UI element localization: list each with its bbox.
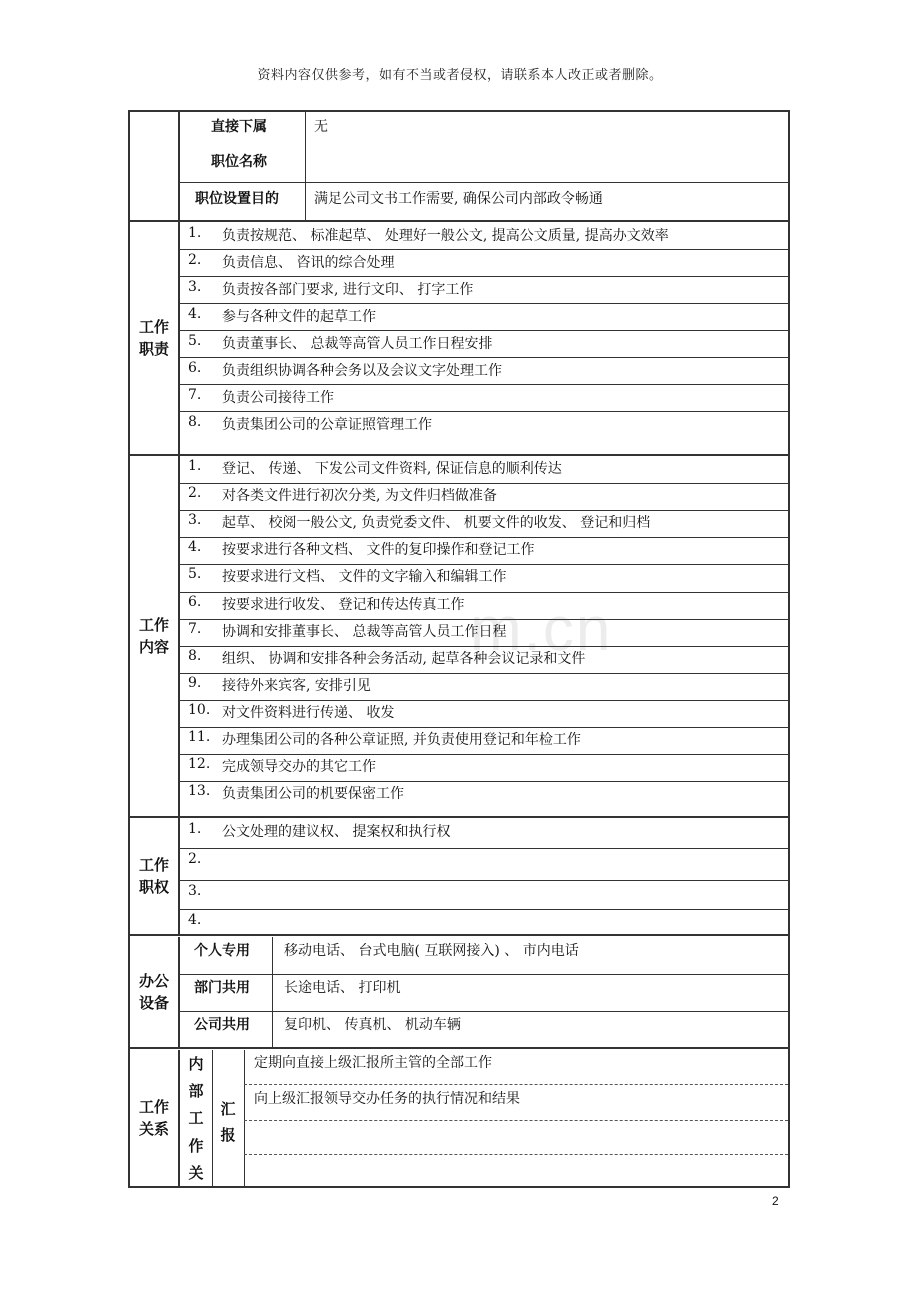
item-number: 11. <box>188 729 211 745</box>
item-text: 接待外来宾客, 安排引见 <box>222 677 371 694</box>
relation-item: 向上级汇报领导交办任务的执行情况和结果 <box>254 1091 520 1107</box>
report-label <box>212 1096 244 1148</box>
item-text: 按要求进行各种文档、 文件的复印操作和登记工作 <box>222 542 535 559</box>
duties-label-line2: 职责 <box>138 340 169 358</box>
item-number: 3. <box>188 279 202 295</box>
item-text: 负责董事长、 总裁等高管人员工作日程安排 <box>222 336 493 352</box>
item-number: 4. <box>188 306 202 322</box>
item-text: 负责信息、 咨讯的综合处理 <box>222 255 395 271</box>
internal-char: 作 <box>188 1136 204 1155</box>
content-label-line2: 内容 <box>138 638 169 656</box>
authority-label <box>130 818 180 934</box>
authority-label-line1: 工作 <box>138 856 169 874</box>
item-number: 5. <box>188 566 202 583</box>
item-text: 起草、 校阅一般公文, 负责党委文件、 机要文件的收发、 登记和归档 <box>222 515 651 532</box>
relations-section <box>130 1050 788 1186</box>
internal-char: 关 <box>188 1163 204 1182</box>
item-number: 7. <box>188 620 202 637</box>
equipment-type: 部门共用 <box>194 980 250 996</box>
internal-char: 内 <box>188 1055 204 1074</box>
item-number: 1. <box>188 821 202 837</box>
item-text: 负责组织协调各种会务以及会议文字处理工作 <box>222 363 502 379</box>
item-text: 负责按规范、 标准起草、 处理好一般公文, 提高公文质量, 提高办文效率 <box>222 228 669 244</box>
item-number: 2. <box>188 851 202 867</box>
item-number: 1. <box>188 458 202 474</box>
report-char: 报 <box>220 1126 236 1144</box>
item-number: 3. <box>188 512 202 529</box>
item-number: 9. <box>188 674 202 691</box>
purpose-label: 职位设置目的 <box>195 191 279 207</box>
item-number: 7. <box>188 387 202 403</box>
item-text: 协调和安排董事长、 总裁等高管人员工作日程 <box>222 623 507 640</box>
item-text: 负责集团公司的公章证照管理工作 <box>222 417 432 433</box>
item-text: 登记、 传递、 下发公司文件资料, 保证信息的顺利传达 <box>222 461 562 477</box>
report-char: 汇 <box>220 1100 236 1118</box>
internal-char: 部 <box>188 1082 204 1101</box>
top-section <box>130 112 788 220</box>
item-text: 组织、 协调和安排各种会务活动, 起草各种会议记录和文件 <box>222 650 586 667</box>
item-number: 12. <box>188 756 211 773</box>
item-number: 3. <box>188 883 202 899</box>
item-number: 6. <box>188 593 202 610</box>
relation-item: 定期向直接上级汇报所主管的全部工作 <box>254 1055 492 1071</box>
content-section <box>130 456 788 816</box>
equipment-label-line2: 设备 <box>138 994 169 1012</box>
item-number: 4. <box>188 539 202 556</box>
item-text: 负责集团公司的机要保密工作 <box>222 786 404 803</box>
subordinate-value: 无 <box>314 119 328 135</box>
item-text: 负责按各部门要求, 进行文印、 打字工作 <box>222 282 474 298</box>
authority-label-line2: 职权 <box>138 878 169 896</box>
position-name-label: 职位名称 <box>211 154 267 170</box>
authority-section <box>130 818 788 934</box>
item-text: 按要求进行文档、 文件的文字输入和编辑工作 <box>222 569 507 586</box>
item-number: 2. <box>188 485 202 502</box>
equipment-label-line1: 办公 <box>138 972 169 990</box>
internal-relations-label <box>180 1050 212 1186</box>
item-text: 负责公司接待工作 <box>222 390 334 406</box>
item-text: 对各类文件进行初次分类, 为文件归档做准备 <box>222 488 497 505</box>
item-text: 对文件资料进行传递、 收发 <box>222 704 395 721</box>
page-number: 2 <box>772 1194 779 1208</box>
item-number: 10. <box>188 701 211 718</box>
subordinate-label: 直接下属 <box>211 119 267 135</box>
equipment-items: 长途电话、 打印机 <box>284 980 401 996</box>
equipment-items: 移动电话、 台式电脑( 互联网接入) 、 市内电话 <box>284 943 579 959</box>
top-section-label <box>130 112 180 220</box>
equipment-type: 个人专用 <box>194 943 250 959</box>
job-description-table <box>128 110 790 1188</box>
duties-label <box>130 222 180 454</box>
purpose-value: 满足公司文书工作需要, 确保公司内部政令畅通 <box>314 191 603 207</box>
item-text: 按要求进行收发、 登记和传达传真工作 <box>222 596 465 613</box>
relations-label <box>130 1050 180 1186</box>
internal-char: 工 <box>188 1109 204 1128</box>
item-number: 13. <box>188 783 211 800</box>
header-disclaimer: 资料内容仅供参考，如有不当或者侵权，请联系本人改正或者删除。 <box>257 68 663 83</box>
item-number: 6. <box>188 360 202 376</box>
relations-label-line1: 工作 <box>138 1098 169 1116</box>
duties-section <box>130 222 788 454</box>
item-number: 2. <box>188 252 202 268</box>
item-number: 8. <box>188 414 202 430</box>
item-number: 8. <box>188 647 202 664</box>
equipment-label <box>130 937 180 1047</box>
item-text: 公文处理的建议权、 提案权和执行权 <box>222 824 451 840</box>
watermark: m.cn <box>470 595 613 664</box>
duties-label-line1: 工作 <box>138 318 169 336</box>
relations-label-line2: 关系 <box>138 1120 169 1138</box>
equipment-type: 公司共用 <box>194 1017 250 1033</box>
content-label <box>130 456 180 816</box>
equipment-section <box>130 937 788 1047</box>
item-text: 参与各种文件的起草工作 <box>222 309 376 325</box>
item-text: 完成领导交办的其它工作 <box>222 759 376 776</box>
content-label-line1: 工作 <box>138 616 169 634</box>
item-text: 办理集团公司的各种公章证照, 并负责使用登记和年检工作 <box>222 732 581 748</box>
item-number: 1. <box>188 225 202 241</box>
item-number: 5. <box>188 333 202 349</box>
item-number: 4. <box>188 912 202 928</box>
equipment-items: 复印机、 传真机、 机动车辆 <box>284 1017 461 1033</box>
